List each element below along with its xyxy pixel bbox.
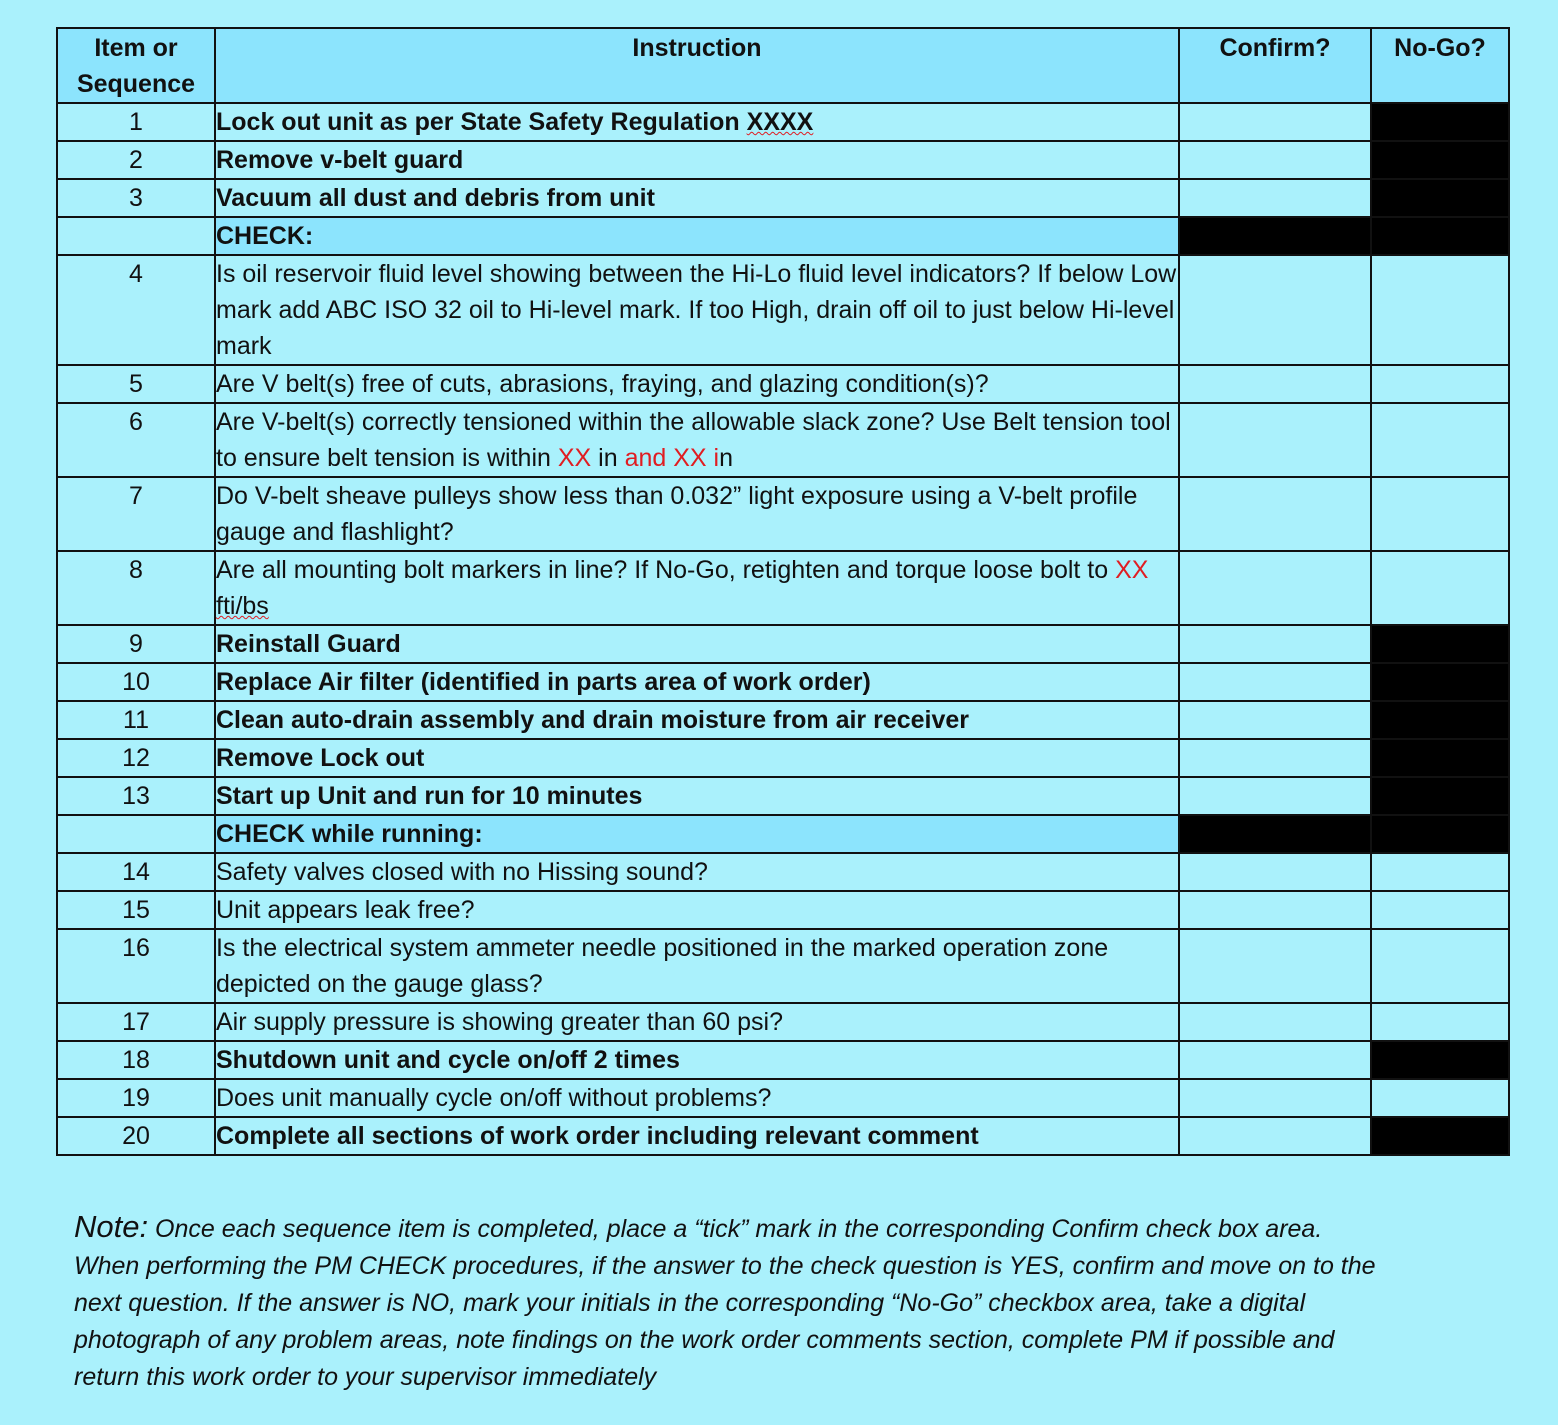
row-seq: 10 xyxy=(57,663,215,701)
tension-min-placeholder: XX xyxy=(557,444,592,472)
confirm-checkbox[interactable] xyxy=(1179,1003,1371,1041)
confirm-checkbox[interactable] xyxy=(1179,179,1371,217)
row-instruction xyxy=(215,551,1179,625)
nogo-blocked-cell xyxy=(1371,1041,1509,1079)
row-instruction: Air supply pressure is showing greater than 60 psi? xyxy=(215,1003,1179,1041)
confirm-checkbox[interactable] xyxy=(1179,1079,1371,1117)
torque-unit: fti/bs xyxy=(216,592,269,620)
table-row xyxy=(57,255,1509,365)
confirm-checkbox[interactable] xyxy=(1179,663,1371,701)
instruction-text: in xyxy=(591,444,625,472)
confirm-checkbox[interactable] xyxy=(1179,1041,1371,1079)
table-row xyxy=(57,891,1509,929)
row-instruction: Remove v-belt guard xyxy=(215,141,1179,179)
instruction-text: Are V-belt(s) correctly tensioned within the allowable slack zone? Use Belt tension tool to ensure belt tension is within xyxy=(216,408,1171,472)
row-seq: 16 xyxy=(57,929,215,1003)
table-row xyxy=(57,365,1509,403)
table-row xyxy=(57,701,1509,739)
table-row xyxy=(57,1041,1509,1079)
row-instruction: Replace Air filter (identified in parts area of work order) xyxy=(215,663,1179,701)
table-row xyxy=(57,403,1509,477)
row-seq: 14 xyxy=(57,853,215,891)
instruction-text: n xyxy=(719,444,733,472)
header-instruction: Instruction xyxy=(215,28,1179,103)
row-instruction: Vacuum all dust and debris from unit xyxy=(215,179,1179,217)
table-row xyxy=(57,777,1509,815)
row-seq: 1 xyxy=(57,103,215,141)
confirm-checkbox[interactable] xyxy=(1179,365,1371,403)
row-seq: 7 xyxy=(57,477,215,551)
table-row xyxy=(57,1079,1509,1117)
table-row xyxy=(57,853,1509,891)
nogo-checkbox[interactable] xyxy=(1371,853,1509,891)
table-row xyxy=(57,1117,1509,1155)
nogo-checkbox[interactable] xyxy=(1371,365,1509,403)
table-row xyxy=(57,929,1509,1003)
nogo-blocked-cell xyxy=(1371,701,1509,739)
section-heading: CHECK while running: xyxy=(215,815,1179,853)
row-instruction: Complete all sections of work order including relevant comment xyxy=(215,1117,1179,1155)
regulation-placeholder: XXXX xyxy=(746,108,814,136)
row-seq: 9 xyxy=(57,625,215,663)
nogo-blocked-cell xyxy=(1371,217,1509,255)
row-instruction: Clean auto-drain assembly and drain moisture from air receiver xyxy=(215,701,1179,739)
instruction-text: Lock out unit as per State Safety Regulation xyxy=(216,108,747,136)
note-label: Note: xyxy=(74,1209,149,1244)
row-seq: 11 xyxy=(57,701,215,739)
section-row xyxy=(57,815,1509,853)
table-row xyxy=(57,179,1509,217)
header-nogo: No-Go? xyxy=(1371,28,1509,103)
row-instruction: Do V-belt sheave pulleys show less than 0.032” light exposure using a V-belt profile gauge and flashlight? xyxy=(215,477,1179,551)
confirm-checkbox[interactable] xyxy=(1179,625,1371,663)
row-instruction: Remove Lock out xyxy=(215,739,1179,777)
confirm-checkbox[interactable] xyxy=(1179,739,1371,777)
confirm-checkbox[interactable] xyxy=(1179,777,1371,815)
row-seq xyxy=(57,815,215,853)
nogo-checkbox[interactable] xyxy=(1371,403,1509,477)
row-instruction: Unit appears leak free? xyxy=(215,891,1179,929)
nogo-checkbox[interactable] xyxy=(1371,255,1509,365)
row-seq: 2 xyxy=(57,141,215,179)
row-instruction: Safety valves closed with no Hissing sound? xyxy=(215,853,1179,891)
row-seq: 19 xyxy=(57,1079,215,1117)
row-seq: 15 xyxy=(57,891,215,929)
confirm-checkbox[interactable] xyxy=(1179,103,1371,141)
row-instruction xyxy=(215,103,1179,141)
confirm-checkbox[interactable] xyxy=(1179,477,1371,551)
row-seq: 5 xyxy=(57,365,215,403)
nogo-checkbox[interactable] xyxy=(1371,477,1509,551)
nogo-checkbox[interactable] xyxy=(1371,551,1509,625)
nogo-blocked-cell xyxy=(1371,179,1509,217)
confirm-checkbox[interactable] xyxy=(1179,1117,1371,1155)
confirm-checkbox[interactable] xyxy=(1179,403,1371,477)
instruction-text: Are all mounting bolt markers in line? If No-Go, retighten and torque loose bolt to xyxy=(216,556,1116,584)
header-row xyxy=(57,28,1509,103)
nogo-blocked-cell xyxy=(1371,141,1509,179)
confirm-checkbox[interactable] xyxy=(1179,551,1371,625)
table-row xyxy=(57,141,1509,179)
nogo-blocked-cell xyxy=(1371,777,1509,815)
row-instruction: Reinstall Guard xyxy=(215,625,1179,663)
row-seq: 13 xyxy=(57,777,215,815)
row-seq: 4 xyxy=(57,255,215,365)
nogo-checkbox[interactable] xyxy=(1371,891,1509,929)
table-row xyxy=(57,477,1509,551)
confirm-checkbox[interactable] xyxy=(1179,701,1371,739)
row-instruction: Is the electrical system ammeter needle positioned in the marked operation zone depicted on the gauge glass? xyxy=(215,929,1179,1003)
confirm-checkbox[interactable] xyxy=(1179,255,1371,365)
row-seq: 3 xyxy=(57,179,215,217)
confirm-checkbox[interactable] xyxy=(1179,141,1371,179)
confirm-blocked-cell xyxy=(1179,217,1371,255)
row-instruction xyxy=(215,403,1179,477)
table-row xyxy=(57,1003,1509,1041)
instructions-note xyxy=(74,1208,1394,1396)
confirm-checkbox[interactable] xyxy=(1179,891,1371,929)
section-heading: CHECK: xyxy=(215,217,1179,255)
nogo-checkbox[interactable] xyxy=(1371,929,1509,1003)
torque-placeholder: XX xyxy=(1115,556,1149,584)
row-seq: 12 xyxy=(57,739,215,777)
nogo-blocked-cell xyxy=(1371,1117,1509,1155)
nogo-blocked-cell xyxy=(1371,103,1509,141)
row-instruction: Start up Unit and run for 10 minutes xyxy=(215,777,1179,815)
row-instruction: Shutdown unit and cycle on/off 2 times xyxy=(215,1041,1179,1079)
table-row xyxy=(57,103,1509,141)
pm-checklist-table xyxy=(56,27,1510,1156)
row-instruction: Does unit manually cycle on/off without problems? xyxy=(215,1079,1179,1117)
confirm-blocked-cell xyxy=(1179,815,1371,853)
nogo-blocked-cell xyxy=(1371,625,1509,663)
nogo-blocked-cell xyxy=(1371,815,1509,853)
confirm-checkbox[interactable] xyxy=(1179,853,1371,891)
header-seq: Item or Sequence xyxy=(57,28,215,103)
table-row xyxy=(57,739,1509,777)
row-seq: 8 xyxy=(57,551,215,625)
tension-max-placeholder: and XX i xyxy=(624,444,720,472)
row-seq: 17 xyxy=(57,1003,215,1041)
note-text: Once each sequence item is completed, place a “tick” mark in the corresponding Confirm check box area. When performing the PM CHECK procedures, if the answer to the check question is YES, confirm and move on to the next question. If the answer is NO, mark your initials in the corresponding “No-Go” checkbox area, take a digital photograph of any problem areas, note findings on the work order comments section, complete PM if possible and return this work order to your supervisor immediately xyxy=(74,1215,1376,1391)
row-seq xyxy=(57,217,215,255)
table-row xyxy=(57,551,1509,625)
row-instruction: Is oil reservoir fluid level showing between the Hi-Lo fluid level indicators? If below Low mark add ABC ISO 32 oil to Hi-level mark. If too High, drain off oil to just below Hi-level mark xyxy=(215,255,1179,365)
header-confirm: Confirm? xyxy=(1179,28,1371,103)
row-seq: 18 xyxy=(57,1041,215,1079)
section-row xyxy=(57,217,1509,255)
nogo-checkbox[interactable] xyxy=(1371,1079,1509,1117)
table-row xyxy=(57,625,1509,663)
row-seq: 6 xyxy=(57,403,215,477)
table-row xyxy=(57,663,1509,701)
nogo-blocked-cell xyxy=(1371,739,1509,777)
row-seq: 20 xyxy=(57,1117,215,1155)
confirm-checkbox[interactable] xyxy=(1179,929,1371,1003)
nogo-checkbox[interactable] xyxy=(1371,1003,1509,1041)
row-instruction: Are V belt(s) free of cuts, abrasions, fraying, and glazing condition(s)? xyxy=(215,365,1179,403)
nogo-blocked-cell xyxy=(1371,663,1509,701)
